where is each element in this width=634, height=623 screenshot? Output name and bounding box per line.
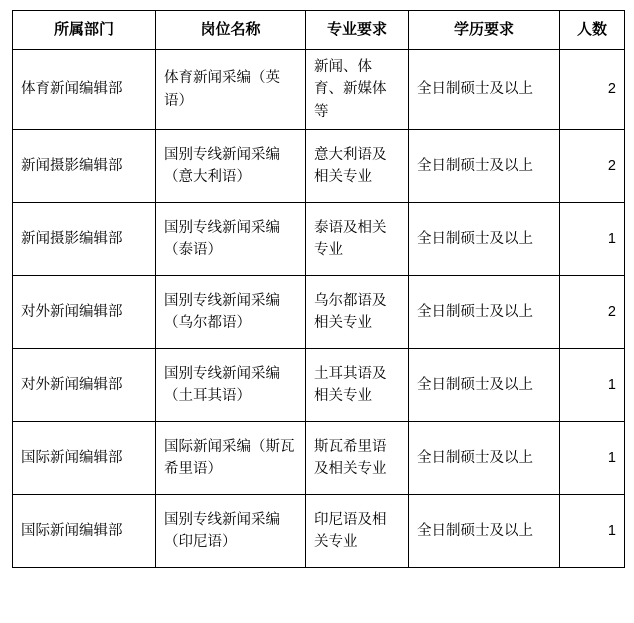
cell-education: 全日制硕士及以上	[409, 349, 560, 422]
cell-major: 意大利语及相关专业	[306, 130, 409, 203]
table-row	[13, 130, 625, 203]
cell-department: 国际新闻编辑部	[13, 422, 156, 495]
cell-education: 全日制硕士及以上	[409, 130, 560, 203]
cell-department: 对外新闻编辑部	[13, 276, 156, 349]
table-row	[13, 422, 625, 495]
cell-education: 全日制硕士及以上	[409, 203, 560, 276]
cell-count: 2	[560, 50, 625, 130]
table-header-row	[13, 11, 625, 50]
cell-position: 国别专线新闻采编（泰语）	[156, 203, 306, 276]
cell-education: 全日制硕士及以上	[409, 495, 560, 568]
cell-department: 新闻摄影编辑部	[13, 130, 156, 203]
cell-count: 2	[560, 130, 625, 203]
table-row	[13, 203, 625, 276]
table-row	[13, 276, 625, 349]
cell-education: 全日制硕士及以上	[409, 422, 560, 495]
cell-department: 体育新闻编辑部	[13, 50, 156, 130]
cell-count: 1	[560, 203, 625, 276]
column-header-position: 岗位名称	[156, 11, 306, 50]
cell-position: 体育新闻采编（英语）	[156, 50, 306, 130]
cell-department: 对外新闻编辑部	[13, 349, 156, 422]
cell-count: 2	[560, 276, 625, 349]
cell-department: 国际新闻编辑部	[13, 495, 156, 568]
column-header-count: 人数	[560, 11, 625, 50]
cell-education: 全日制硕士及以上	[409, 50, 560, 130]
cell-major: 泰语及相关专业	[306, 203, 409, 276]
table-row	[13, 495, 625, 568]
column-header-major: 专业要求	[306, 11, 409, 50]
cell-major: 新闻、体育、新媒体等	[306, 50, 409, 130]
cell-count: 1	[560, 422, 625, 495]
cell-major: 乌尔都语及相关专业	[306, 276, 409, 349]
table-row	[13, 50, 625, 130]
cell-position: 国别专线新闻采编（印尼语）	[156, 495, 306, 568]
cell-position: 国别专线新闻采编（意大利语）	[156, 130, 306, 203]
table-row	[13, 349, 625, 422]
cell-education: 全日制硕士及以上	[409, 276, 560, 349]
column-header-education: 学历要求	[409, 11, 560, 50]
cell-department: 新闻摄影编辑部	[13, 203, 156, 276]
cell-major: 印尼语及相关专业	[306, 495, 409, 568]
cell-major: 土耳其语及相关专业	[306, 349, 409, 422]
table-body	[13, 50, 625, 568]
table-header	[13, 11, 625, 50]
cell-position: 国际新闻采编（斯瓦希里语）	[156, 422, 306, 495]
cell-major: 斯瓦希里语及相关专业	[306, 422, 409, 495]
cell-position: 国别专线新闻采编（土耳其语）	[156, 349, 306, 422]
cell-position: 国别专线新闻采编（乌尔都语）	[156, 276, 306, 349]
column-header-department: 所属部门	[13, 11, 156, 50]
job-positions-table	[12, 10, 625, 568]
cell-count: 1	[560, 495, 625, 568]
cell-count: 1	[560, 349, 625, 422]
